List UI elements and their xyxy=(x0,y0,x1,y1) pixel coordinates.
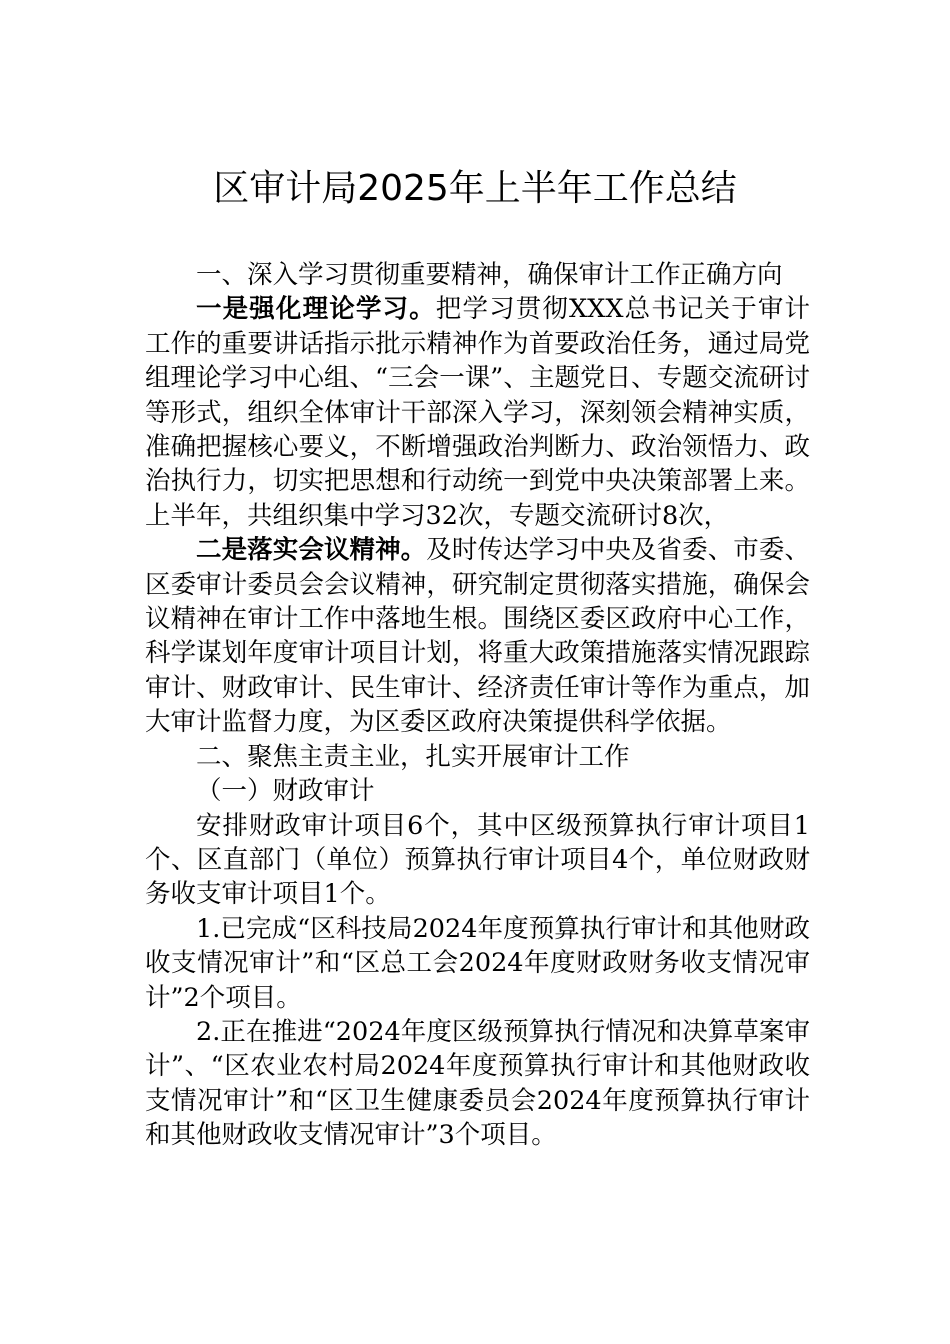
paragraph-meeting-spirit xyxy=(145,533,810,739)
paragraph-lead: 一是强化理论学习。 xyxy=(196,294,436,325)
paragraph-text: 及时传达学习中央及省委、市委、区委审计委员会会议精神，研究制定贯彻落实措施，确保会议精神在审计工作中落地生根。围绕区委区政府中心工作，科学谋划年度审计项目计划，将重大政策措施落实情况跟踪审计、财政审计、民生审计、经济责任审计等作为重点，加大审计监督力度，为区委区政府决策提供科学依据。 xyxy=(145,535,810,738)
document-title: 区审计局2025年上半年工作总结 xyxy=(213,168,737,209)
paragraph-fiscal-projects: 安排财政审计项目6个，其中区级预算执行审计项目1个、区直部门（单位）预算执行审计项目4个，单位财政财务收支审计项目1个。 xyxy=(145,810,810,910)
paragraph-lead: 二是落实会议精神。 xyxy=(196,535,427,566)
document-body xyxy=(145,258,810,1153)
paragraph-completed-projects: 1.已完成“区科技局2024年度预算执行审计和其他财政收支情况审计”和“区总工会2024年度财政财务收支情况审计”2个项目。 xyxy=(145,913,810,1013)
section-heading-2: 二、聚焦主责主业，扎实开展审计工作 xyxy=(196,741,630,772)
paragraph-text: 把学习贯彻XXX总书记关于审计工作的重要讲话指示批示精神作为首要政治任务，通过局党组理论学习中心组、“三会一课”、主题党日、专题交流研讨等形式，组织全体审计干部深入学习，深刻领会精神实质，准确把握核心要义，不断增强政治判断力、政治领悟力、政治执行力，切实把思想和行动统一到党中央决策部署上来。上半年，共组织集中学习32次，专题交流研讨8次， xyxy=(145,294,810,531)
paragraph-ongoing-projects: 2.正在推进“2024年度区级预算执行情况和决算草案审计”、“区农业农村局2024年度预算执行审计和其他财政收支情况审计”和“区卫生健康委员会2024年度预算执行审计和其他财政收支情况审计”3个项目。 xyxy=(145,1016,810,1151)
subsection-heading-fiscal-audit: （一）财政审计 xyxy=(196,776,375,807)
section-heading-1: 一、深入学习贯彻重要精神，确保审计工作正确方向 xyxy=(196,260,783,290)
paragraph-theory-study xyxy=(145,292,810,533)
